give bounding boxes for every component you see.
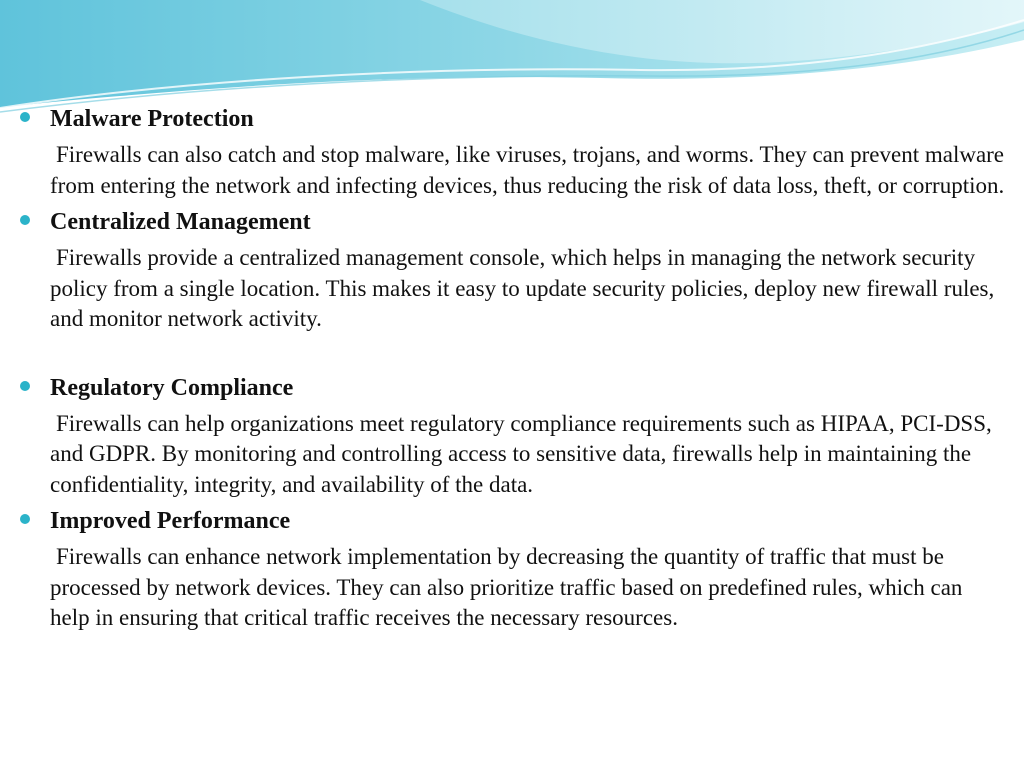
bullet-dot-icon <box>20 215 30 225</box>
item-body: Firewalls provide a centralized management console, which helps in managing the network security policy from a single location. This makes it easy to update security policies, deploy new firewall rules, and monitor network activity. <box>50 245 995 331</box>
item-body: Firewalls can enhance network implementation by decreasing the quantity of traffic that must be processed by network devices. They can also prioritize traffic based on predefined rules, which can help in ensuring that critical traffic receives the necessary resources. <box>50 544 963 630</box>
item-heading: Regulatory Compliance <box>50 374 294 401</box>
item-body: Firewalls can also catch and stop malware, like viruses, trojans, and worms. They can prevent malware from entering the network and infecting devices, thus reducing the risk of data loss, theft, or corruption. <box>50 142 1005 198</box>
item-heading: Malware Protection <box>50 106 254 132</box>
bullet-dot-icon <box>20 514 30 524</box>
bullet-dot-icon <box>20 381 30 391</box>
item-body: Firewalls can help organizations meet regulatory compliance requirements such as HIPAA, PCI-DSS, and GDPR. By monitoring and controlling access to sensitive data, firewalls help in maintaining the confidentiality, integrity, and availability of the data. <box>50 410 992 497</box>
bullet-list <box>20 104 1005 634</box>
header-wave-decoration <box>0 0 1024 120</box>
list-item <box>20 373 1000 501</box>
item-heading: Centralized Management <box>50 209 311 235</box>
bullet-dot-icon <box>20 112 30 122</box>
list-item <box>20 207 1000 335</box>
list-item <box>20 506 1000 634</box>
item-heading: Improved Performance <box>50 508 291 534</box>
list-item <box>20 104 1005 201</box>
